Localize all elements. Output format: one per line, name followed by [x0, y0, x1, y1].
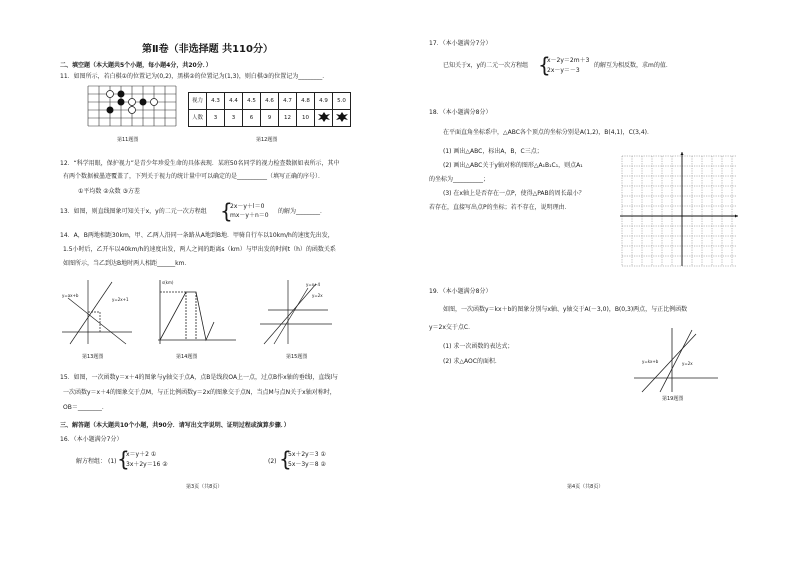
system-brace: { — [279, 447, 292, 471]
page-title: 第Ⅱ卷（非选择题 共110分） — [142, 44, 273, 55]
question-16-heading: 16．（本小题满分7分） — [60, 436, 123, 443]
question-11: 11．如图所示，若白棋①的位置记为(0,2)，黑棋②的位置记为(1,3)，则白棋③的位置记为________． — [60, 73, 329, 80]
question-12-line2: 有两个数据被墨迹覆盖了，下列关于视力的统计量中可以确定的是__________（填写正确的序号）． — [63, 173, 325, 180]
figure-13-graph — [60, 278, 134, 348]
table-cell: 4.3 — [207, 93, 225, 110]
question-18-heading: 18．（本小题满分8分） — [429, 109, 492, 116]
q13-equation-2: mx－y＋n＝0 — [230, 212, 269, 219]
question-18-line5: (3) 在x轴上是否存在一点P，使得△PAB的周长最小？ — [443, 190, 585, 197]
table-cell: 4.9 — [315, 93, 333, 110]
figure-14-graph — [150, 278, 238, 348]
ink-blot-icon — [335, 111, 349, 123]
figure-12-caption: 第12题图 — [256, 137, 278, 143]
table-cell: 4.4 — [225, 93, 243, 110]
ink-blot-icon — [317, 111, 331, 123]
figure-15-caption: 第15题图 — [286, 354, 308, 360]
question-18-line6: 若存在，直接写出点P的坐标；若不存在，说明理由． — [429, 204, 571, 211]
table-cell: 3 — [207, 110, 225, 127]
question-16-instruction: 解方程组： — [76, 458, 107, 465]
table-cell: 12 — [279, 110, 297, 127]
question-18-line3: (2) 画出△ABC关于y轴对称的图形△A₁B₁C₁，则点A₁ — [443, 162, 583, 169]
figure-13-line-label-2: y=2x+1 — [112, 297, 129, 302]
table-cell: 4.8 — [297, 93, 315, 110]
question-17-text: 已知关于x，y的二元一次方程组 — [443, 62, 529, 69]
figure-14-caption: 第14题图 — [176, 354, 198, 360]
question-17-heading: 17．（本小题满分7分） — [429, 40, 492, 47]
figure-15-line-label-2: y=2x — [312, 293, 323, 298]
go-board-figure — [86, 84, 178, 132]
table-cell: 10 — [297, 110, 315, 127]
q13-equation-1: 2x－y＋l＝0 — [230, 203, 265, 210]
question-19-line1: 如图，一次函数y＝kx＋b的图象分别与x轴、y轴交于A(－3,0)，B(0,3)两点，与正比例函数 — [443, 306, 688, 313]
figure-14-axis-label: s(km) — [162, 280, 174, 285]
coordinate-grid — [618, 150, 740, 268]
vision-data-table — [188, 92, 351, 127]
table-cell: 6 — [243, 110, 261, 127]
page-footer-right: 第4页（共8页） — [567, 484, 604, 490]
q16-part2-number: (2) — [268, 458, 277, 465]
page-footer-left: 第3页（共8页） — [186, 484, 223, 490]
q16-part1-number: (1) — [108, 458, 117, 465]
question-18-line1: 在平面直角坐标系中，△ABC各个顶点的坐标分别是A(1,2)，B(4,1)，C(3,4)． — [443, 129, 654, 136]
ink-blot-cell — [315, 110, 333, 127]
table-cell: 5.0 — [333, 93, 351, 110]
section-3-heading: 三、解答题（本大题共10个小题，共90分．请写出文字说明、证明过程或演算步骤．） — [60, 422, 290, 429]
q17-equation-1: x－2y＝2m＋3 — [547, 57, 590, 64]
figure-13-line-label-1: y=ax+b — [62, 293, 79, 298]
system-brace: { — [538, 53, 551, 77]
system-brace: { — [220, 199, 233, 223]
q16-part2-eq1: 5x＋2y＝3 ① — [288, 451, 326, 458]
question-12-line1: 12．“科学用眼，保护视力”是青少年珍爱生命的具体表现．某班50名同学的视力检查数据如表所示，其中 — [60, 160, 340, 167]
question-14-line3: 如图所示，当乙到达B地时两人相距______km． — [63, 260, 191, 267]
question-19-line2: y＝2x交于点C． — [429, 324, 475, 331]
q16-part2-eq2: 5x－3y＝8 ② — [288, 461, 326, 468]
figure-15-graph — [258, 278, 334, 348]
figure-19-caption: 第19题图 — [662, 396, 684, 402]
question-14-line2: 1.5小时后，乙开车以40km/h的速度出发，两人之间的距离s（km）与甲出发的时间t（h）的函数关系 — [63, 246, 336, 253]
figure-15-line-label-1: y=x+4 — [306, 282, 320, 287]
table-cell: 人数 — [189, 110, 207, 127]
question-19-heading: 19．（本小题满分8分） — [429, 288, 492, 295]
table-cell: 9 — [261, 110, 279, 127]
question-15-line3: OB＝________． — [63, 404, 108, 411]
q16-part1-eq1: x＝y＋2 ① — [126, 451, 157, 458]
table-cell: 4.6 — [261, 93, 279, 110]
table-cell: 4.5 — [243, 93, 261, 110]
question-13-text: 13．如图，则直线图象可知关于x，y的二元一次方程组 — [60, 208, 207, 215]
q16-part1-eq2: 3x＋2y＝16 ② — [126, 461, 168, 468]
q17-equation-2: 2x－y＝－3 — [547, 67, 580, 74]
table-cell: 视力 — [189, 93, 207, 110]
question-19-part2: (2) 求△AOC的面积． — [443, 358, 501, 365]
question-13-answer: 的解为________． — [278, 208, 327, 215]
question-14-line1: 14．A，B两地相距30km，甲、乙两人沿同一条路从A地到B地．甲骑自行车以10km/h的速度先出发， — [60, 232, 334, 239]
question-18-line4: 的坐标为__________； — [429, 176, 490, 183]
figure-11-caption: 第11题图 — [117, 137, 139, 143]
system-brace: { — [117, 447, 130, 471]
question-18-line2: (1) 画出△ABC，标出A，B，C三点； — [443, 148, 543, 155]
question-19-part1: (1) 求一次函数的表达式； — [443, 343, 514, 350]
question-15-line1: 15．如图，一次函数y＝x＋4的图象与y轴交于点A，点B是线段OA上一点，过点B作x轴的垂线l，直线l与 — [60, 374, 339, 381]
table-cell: 3 — [225, 110, 243, 127]
ink-blot-cell — [333, 110, 351, 127]
section-2-heading: 二、填空题（本大题共5个小题，每小题4分，共20分．） — [60, 62, 212, 69]
question-15-line2: 一次函数y＝x＋4的图象交于点M，与正比例函数y＝2x的图象交于点N，当点M与点N关于x轴对称时， — [63, 389, 336, 396]
figure-19-line-label-1: y=kx+b — [642, 359, 659, 364]
question-17-ask: 的解互为相反数，求m的值． — [594, 62, 672, 69]
figure-13-caption: 第13题图 — [82, 354, 104, 360]
question-12-options: ①平均数 ②众数 ③方差 — [78, 188, 140, 195]
table-cell: 4.7 — [279, 93, 297, 110]
figure-19-line-label-2: y=2x — [682, 361, 693, 366]
